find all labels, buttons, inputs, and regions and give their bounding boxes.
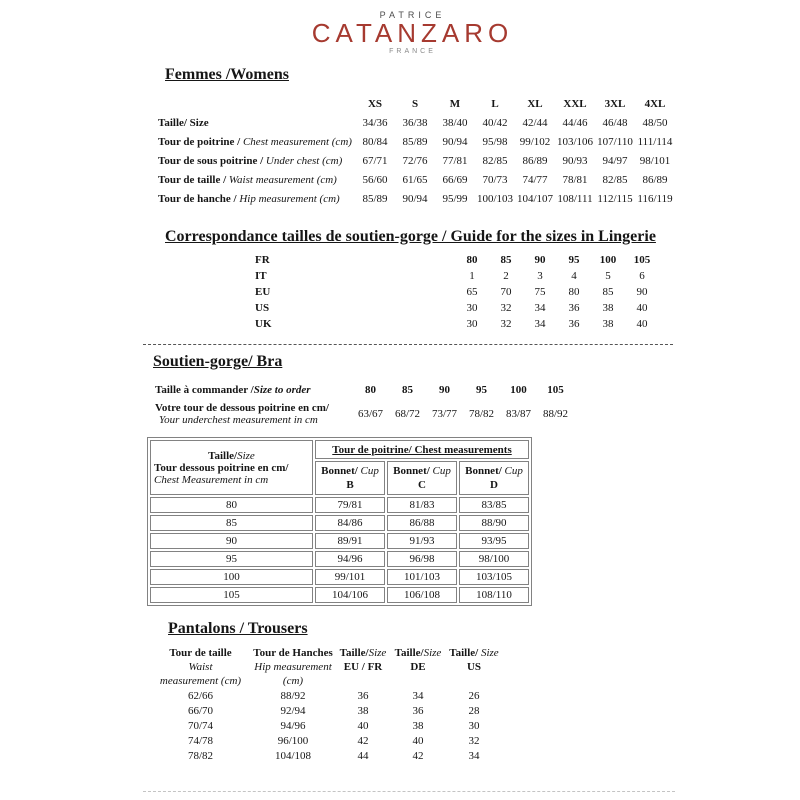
cell: 32 bbox=[500, 302, 512, 314]
cell: 32 bbox=[500, 318, 512, 330]
row-label bbox=[158, 189, 355, 208]
corner-fr: Taille/ bbox=[208, 449, 238, 462]
cell: 85 bbox=[402, 384, 413, 396]
cup-en: Cup bbox=[501, 465, 523, 477]
cup-fr: Bonnet/ bbox=[393, 465, 430, 477]
cell: 36 bbox=[568, 302, 580, 314]
col-header-fr: Tour de taille bbox=[169, 647, 232, 659]
row-label-en: Under chest (cm) bbox=[265, 154, 343, 167]
cell: 36 bbox=[568, 318, 580, 330]
cup-en: Cup bbox=[357, 465, 379, 477]
cell: 36 bbox=[357, 689, 369, 702]
womens-size-table bbox=[158, 94, 675, 208]
cell: 90 bbox=[439, 384, 450, 396]
hip-column-header bbox=[253, 646, 333, 688]
cell: 62/66 bbox=[187, 689, 214, 702]
dashed-divider bbox=[143, 344, 673, 345]
table-row bbox=[158, 170, 675, 189]
cell: 96/100 bbox=[277, 734, 309, 747]
cup-header-cell bbox=[315, 461, 385, 495]
cell: 116/119 bbox=[637, 192, 673, 205]
row-label-en: Waist measurement (cm) bbox=[228, 173, 337, 186]
waist-column-header bbox=[148, 646, 253, 688]
cell: 85 bbox=[500, 254, 512, 266]
cell: 78/82 bbox=[187, 749, 214, 762]
cell: 34 bbox=[534, 318, 546, 330]
lingerie-guide-heading: Correspondance tailles de soutien-gorge / Guide for the sizes in Lingerie bbox=[165, 228, 656, 245]
cell: 34 bbox=[534, 302, 546, 314]
row-label bbox=[158, 170, 355, 189]
col-header-it: Size bbox=[480, 647, 499, 659]
cell: 4 bbox=[571, 270, 577, 282]
cell: 86/88 bbox=[387, 515, 457, 531]
size-header-cell: XS bbox=[367, 97, 383, 110]
cell: 28 bbox=[468, 704, 480, 717]
size-header-cell: 4XL bbox=[644, 97, 666, 110]
cell: 40 bbox=[636, 318, 648, 330]
cell: 34/36 bbox=[362, 116, 388, 129]
cell: 79/81 bbox=[315, 497, 385, 513]
cell: 88/92 bbox=[280, 689, 306, 702]
cell: 94/96 bbox=[280, 719, 306, 732]
cell: 84/86 bbox=[315, 515, 385, 531]
cup-en: Cup bbox=[429, 465, 451, 477]
row-label-fr: Tour de poitrine / bbox=[158, 135, 243, 148]
size-cell: 90 bbox=[150, 533, 313, 549]
bra-order-table bbox=[155, 381, 574, 429]
cell: 30 bbox=[466, 318, 478, 330]
cell: 70/73 bbox=[482, 173, 508, 186]
cell: 66/69 bbox=[442, 173, 468, 186]
cup-header-cell bbox=[459, 461, 529, 495]
cup-letter: D bbox=[490, 479, 498, 491]
cell: 80 bbox=[365, 384, 376, 396]
cell: 44/46 bbox=[562, 116, 588, 129]
cell: 34 bbox=[468, 749, 480, 762]
cell: 101/103 bbox=[387, 569, 457, 585]
cell: 42 bbox=[412, 749, 424, 762]
cell: 38 bbox=[412, 719, 424, 732]
cell: 99/102 bbox=[519, 135, 551, 148]
table-row bbox=[158, 252, 659, 268]
cell: 38 bbox=[602, 318, 614, 330]
table-row bbox=[158, 268, 659, 284]
cell: 92/94 bbox=[280, 704, 306, 717]
cell: 85/89 bbox=[402, 135, 428, 148]
cell: 96/98 bbox=[387, 551, 457, 567]
cell: 98/100 bbox=[459, 551, 529, 567]
country-label: IT bbox=[255, 270, 267, 282]
cell: 70 bbox=[500, 286, 512, 298]
page-content bbox=[140, 0, 685, 763]
cell: 94/96 bbox=[315, 551, 385, 567]
corner-size-label bbox=[154, 450, 309, 462]
col-header-fr: Taille/ bbox=[339, 647, 369, 659]
col-header-en2: measurement (cm) bbox=[159, 675, 242, 687]
cell: 38 bbox=[357, 704, 369, 717]
cell: 63/67 bbox=[357, 408, 384, 420]
cell: 2 bbox=[503, 270, 509, 282]
row-label-fr: Taille/ Size bbox=[158, 116, 209, 129]
cell: 40 bbox=[412, 734, 424, 747]
row-label-en: Size to order bbox=[253, 384, 311, 396]
row-label-fr: Tour de hanche / bbox=[158, 192, 240, 205]
cell: 91/93 bbox=[387, 533, 457, 549]
cell: 80 bbox=[568, 286, 580, 298]
cell: 94/97 bbox=[602, 154, 628, 167]
col-header-fr: Taille/ bbox=[449, 647, 481, 659]
table-row bbox=[150, 569, 529, 585]
cell: 73/77 bbox=[431, 408, 458, 420]
trousers-header-row bbox=[148, 646, 505, 688]
table-row bbox=[148, 733, 505, 748]
cell: 93/95 bbox=[459, 533, 529, 549]
cell: 105 bbox=[633, 254, 651, 266]
cell: 40/42 bbox=[482, 116, 508, 129]
country-label: US bbox=[255, 302, 270, 314]
country-label: UK bbox=[255, 318, 272, 330]
cell: 42/44 bbox=[522, 116, 548, 129]
size-cell: 95 bbox=[150, 551, 313, 567]
col-header-fr: Taille/ bbox=[394, 647, 424, 659]
row-label-en: Chest measurement (cm) bbox=[242, 135, 352, 148]
col-header-region: DE bbox=[410, 661, 426, 673]
col-header-en: Waist bbox=[188, 661, 213, 673]
table-row bbox=[148, 688, 505, 703]
size-eu-fr-column-header bbox=[333, 646, 393, 688]
table-row bbox=[158, 284, 659, 300]
cell: 74/77 bbox=[522, 173, 548, 186]
cell: 100 bbox=[599, 254, 617, 266]
cell: 30 bbox=[468, 719, 480, 732]
bottom-dashed-divider bbox=[143, 791, 675, 792]
cell: 6 bbox=[639, 270, 645, 282]
col-header-en: Hip measurement bbox=[254, 661, 332, 673]
size-header-cell: M bbox=[449, 97, 461, 110]
cell: 90/94 bbox=[402, 192, 428, 205]
cup-fr: Bonnet/ bbox=[465, 465, 502, 477]
brand-logo-top-text: PATRICE bbox=[379, 10, 446, 20]
table-row bbox=[150, 587, 529, 603]
cell: 85/89 bbox=[362, 192, 388, 205]
table-row bbox=[158, 113, 675, 132]
cell: 90/93 bbox=[562, 154, 588, 167]
cup-fr: Bonnet/ bbox=[321, 465, 358, 477]
womens-size-header-row bbox=[158, 94, 675, 113]
size-de-column-header bbox=[393, 646, 443, 688]
cell: 85 bbox=[602, 286, 614, 298]
col-header-region: EU / FR bbox=[343, 661, 383, 673]
cell: 90 bbox=[534, 254, 546, 266]
cell: 38/40 bbox=[442, 116, 468, 129]
cup-letter: B bbox=[346, 479, 354, 491]
cell: 100/103 bbox=[476, 192, 514, 205]
cell: 107/110 bbox=[597, 135, 633, 148]
cell: 88/92 bbox=[542, 408, 569, 420]
cell: 72/76 bbox=[402, 154, 428, 167]
cell: 36 bbox=[412, 704, 424, 717]
size-cell: 85 bbox=[150, 515, 313, 531]
cell: 40 bbox=[636, 302, 648, 314]
lingerie-guide-table bbox=[158, 252, 659, 332]
cell: 32 bbox=[468, 734, 480, 747]
cell: 111/114 bbox=[637, 135, 673, 148]
cell: 105 bbox=[547, 384, 564, 396]
cell: 83/87 bbox=[505, 408, 532, 420]
cell: 104/108 bbox=[274, 749, 312, 762]
cell: 104/107 bbox=[516, 192, 554, 205]
row-label bbox=[158, 151, 355, 170]
row-label-fr: Votre tour de dessous poitrine en cm/ bbox=[155, 402, 329, 414]
empty-corner-cell bbox=[158, 94, 355, 113]
cell: 86/89 bbox=[642, 173, 668, 186]
table-row bbox=[148, 718, 505, 733]
corner-line3: Chest Measurement in cm bbox=[154, 473, 269, 486]
cell: 98/101 bbox=[639, 154, 671, 167]
row-label-fr: Taille à commander / bbox=[155, 384, 254, 396]
cell: 86/89 bbox=[522, 154, 548, 167]
cell: 74/78 bbox=[187, 734, 214, 747]
row-label bbox=[155, 399, 352, 429]
corner-line2: Tour dessous poitrine en cm/ bbox=[154, 461, 289, 474]
cell: 99/101 bbox=[315, 569, 385, 585]
bra-section-heading: Soutien-gorge/ Bra bbox=[153, 353, 283, 370]
cell: 1 bbox=[469, 270, 475, 282]
cell: 61/65 bbox=[402, 173, 428, 186]
cell: 95/98 bbox=[482, 135, 508, 148]
bra-cup-table bbox=[147, 437, 532, 606]
cell: 90/94 bbox=[442, 135, 468, 148]
cell: 77/81 bbox=[442, 154, 468, 167]
size-header-cell: L bbox=[491, 97, 499, 110]
row-label bbox=[158, 113, 355, 132]
cell: 70/74 bbox=[187, 719, 214, 732]
size-header-cell: 3XL bbox=[604, 97, 626, 110]
cell: 95 bbox=[476, 384, 487, 396]
country-label: EU bbox=[255, 286, 271, 298]
cell: 108/111 bbox=[557, 192, 593, 205]
cell: 44 bbox=[357, 749, 369, 762]
cup-letter: C bbox=[418, 479, 426, 491]
cell: 90 bbox=[636, 286, 648, 298]
cell: 112/115 bbox=[597, 192, 633, 205]
table-row bbox=[158, 151, 675, 170]
table-row bbox=[148, 703, 505, 718]
table-row bbox=[150, 551, 529, 567]
row-label-fr: Tour de sous poitrine / bbox=[158, 154, 266, 167]
cup-table-corner-cell bbox=[150, 440, 313, 495]
size-cell: 105 bbox=[150, 587, 313, 603]
cell: 42 bbox=[357, 734, 369, 747]
table-row bbox=[158, 300, 659, 316]
cell: 56/60 bbox=[362, 173, 388, 186]
col-header-it: Size bbox=[423, 647, 442, 659]
row-label-en: Your underchest measurement in cm bbox=[159, 414, 318, 426]
cell: 46/48 bbox=[602, 116, 628, 129]
cell: 103/106 bbox=[556, 135, 594, 148]
trousers-table bbox=[148, 646, 505, 763]
cell: 67/71 bbox=[362, 154, 388, 167]
corner-it: Size bbox=[237, 449, 255, 462]
table-row bbox=[150, 497, 529, 513]
size-header-cell: S bbox=[411, 97, 419, 110]
cell: 95/99 bbox=[442, 192, 468, 205]
cell: 78/81 bbox=[562, 173, 588, 186]
cup-table-header-row bbox=[150, 440, 529, 459]
table-row bbox=[155, 381, 574, 399]
size-cell: 80 bbox=[150, 497, 313, 513]
brand-logo bbox=[140, 10, 685, 60]
cell: 104/106 bbox=[315, 587, 385, 603]
cell: 5 bbox=[605, 270, 611, 282]
cell: 83/85 bbox=[459, 497, 529, 513]
cup-header-cell bbox=[387, 461, 457, 495]
cell: 3 bbox=[537, 270, 543, 282]
cell: 82/85 bbox=[602, 173, 628, 186]
col-header-en2: (cm) bbox=[282, 675, 304, 687]
cell: 36/38 bbox=[402, 116, 428, 129]
size-header-cell: XXL bbox=[563, 97, 587, 110]
cell: 95 bbox=[568, 254, 580, 266]
size-header-cell: XL bbox=[527, 97, 543, 110]
row-label-en: Hip measurement (cm) bbox=[239, 192, 340, 205]
cell: 66/70 bbox=[187, 704, 214, 717]
row-label-fr: Tour de taille / bbox=[158, 173, 229, 186]
cell: 82/85 bbox=[482, 154, 508, 167]
cell: 106/108 bbox=[387, 587, 457, 603]
cell: 100 bbox=[510, 384, 527, 396]
cell: 89/91 bbox=[315, 533, 385, 549]
trousers-section-heading: Pantalons / Trousers bbox=[168, 620, 308, 637]
cell: 65 bbox=[466, 286, 478, 298]
cell: 78/82 bbox=[468, 408, 495, 420]
col-header-it: Size bbox=[368, 647, 387, 659]
row-label bbox=[155, 381, 352, 399]
chest-measurements-header: Tour de poitrine/ Chest measurements bbox=[315, 440, 529, 459]
cell: 40 bbox=[357, 719, 369, 732]
womens-section-heading: Femmes /Womens bbox=[165, 66, 289, 83]
cell: 30 bbox=[466, 302, 478, 314]
cell: 75 bbox=[534, 286, 546, 298]
table-row bbox=[150, 515, 529, 531]
col-header-region: US bbox=[466, 661, 482, 673]
cell: 80/84 bbox=[362, 135, 388, 148]
table-row bbox=[150, 533, 529, 549]
cell: 68/72 bbox=[394, 408, 421, 420]
cell: 48/50 bbox=[642, 116, 668, 129]
table-row bbox=[148, 748, 505, 763]
cell: 81/83 bbox=[387, 497, 457, 513]
cell: 108/110 bbox=[459, 587, 529, 603]
cell: 88/90 bbox=[459, 515, 529, 531]
cell: 80 bbox=[466, 254, 478, 266]
table-row bbox=[158, 316, 659, 332]
col-header-fr: Tour de Hanches bbox=[253, 647, 333, 659]
table-row bbox=[155, 399, 574, 429]
brand-logo-country: FRANCE bbox=[389, 48, 436, 55]
size-cell: 100 bbox=[150, 569, 313, 585]
table-row bbox=[158, 189, 675, 208]
table-row bbox=[158, 132, 675, 151]
row-label bbox=[158, 132, 355, 151]
country-label: FR bbox=[255, 254, 270, 266]
cell: 38 bbox=[602, 302, 614, 314]
cell: 34 bbox=[412, 689, 424, 702]
brand-logo-name: CATANZARO bbox=[311, 18, 514, 48]
cell: 26 bbox=[468, 689, 480, 702]
cell: 103/105 bbox=[459, 569, 529, 585]
size-us-column-header bbox=[443, 646, 505, 688]
